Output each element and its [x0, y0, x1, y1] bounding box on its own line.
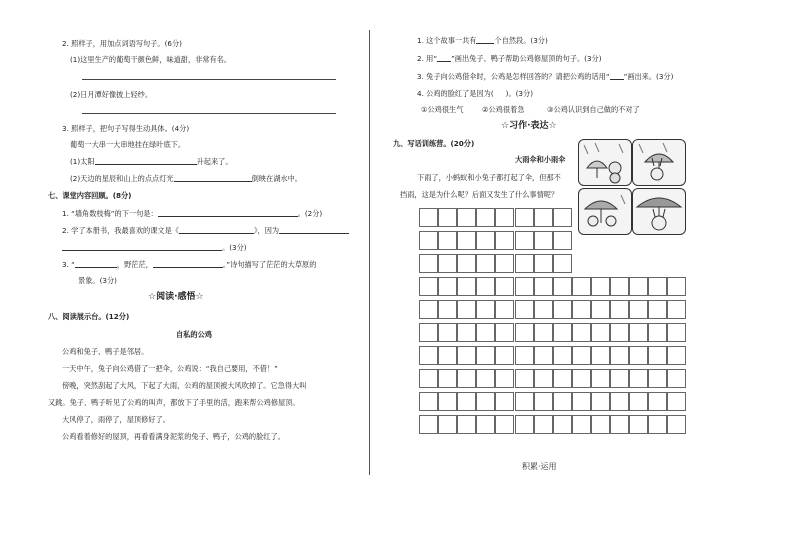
grid-cell[interactable] — [457, 231, 476, 250]
story-title: 自私的公鸡 — [176, 330, 212, 339]
s7-item-3-end: 。”诗句描写了茫茫的大草原的 — [222, 259, 317, 269]
story-paragraph-4: 大风停了，雨停了，屋顶修好了。 — [62, 415, 170, 424]
r4-end: )。(3分) — [505, 89, 534, 98]
grid-cell[interactable] — [495, 392, 514, 411]
grid-cell[interactable] — [591, 415, 610, 434]
blank[interactable] — [95, 157, 197, 165]
grid-cell[interactable] — [495, 346, 514, 365]
grid-cell[interactable] — [572, 369, 591, 388]
grid-cell[interactable] — [457, 346, 476, 365]
grid-cell[interactable] — [667, 369, 686, 388]
r2-end: ”画出兔子、鸭子帮助公鸡修屋顶的句子。(3分) — [451, 53, 602, 63]
blank[interactable] — [610, 72, 624, 80]
grid-cell[interactable] — [648, 415, 667, 434]
q2-title: 2. 照样子，用加点词语写句子。(6分) — [62, 39, 182, 48]
grid-cell[interactable] — [495, 323, 514, 342]
grid-cell[interactable] — [553, 369, 572, 388]
rain-umbrella-picture — [579, 140, 631, 185]
prompt-title: 大雨伞和小雨伞 — [515, 155, 566, 164]
grid-cell[interactable] — [591, 323, 610, 342]
r1-start: 1. 这个故事一共有 — [417, 35, 477, 45]
rain-umbrella-picture — [633, 189, 685, 234]
grid-cell[interactable] — [534, 323, 553, 342]
blank[interactable] — [75, 260, 117, 268]
q3-item-2-end: 倒映在湖水中。 — [251, 173, 302, 183]
grid-cell[interactable] — [572, 392, 591, 411]
grid-cell[interactable] — [457, 277, 476, 296]
grid-cell[interactable] — [648, 369, 667, 388]
grid-cell[interactable] — [438, 369, 457, 388]
grid-cell[interactable] — [476, 208, 495, 227]
r2-start: 2. 用“ — [417, 53, 438, 63]
s7-item-3-mid: ，野茫茫， — [116, 259, 153, 269]
rain-umbrella-picture — [633, 140, 685, 185]
comic-panel-1 — [578, 139, 632, 186]
q2-item-1: (1)这里生产的葡萄干颜色鲜，味道甜，非常有名。 — [70, 55, 232, 64]
grid-cell[interactable] — [534, 392, 553, 411]
comic-panel-3 — [578, 188, 632, 235]
grid-cell[interactable] — [457, 208, 476, 227]
grid-cell[interactable] — [438, 346, 457, 365]
grid-cell[interactable] — [629, 392, 648, 411]
section-7-title: 七、课堂内容回顾。(8分) — [48, 191, 132, 200]
grid-cell[interactable] — [515, 300, 534, 319]
grid-cell[interactable] — [553, 208, 572, 227]
grid-cell[interactable] — [495, 369, 514, 388]
grid-cell[interactable] — [648, 323, 667, 342]
section-8-title: 八、阅读展示台。(12分) — [48, 312, 130, 321]
grid-cell[interactable] — [515, 346, 534, 365]
answer-line[interactable] — [82, 113, 336, 114]
r3-end: ”画出来。(3分) — [623, 71, 674, 81]
comic-panel-4 — [632, 188, 686, 235]
grid-cell[interactable] — [419, 415, 438, 434]
grid-cell[interactable] — [553, 415, 572, 434]
grid-cell[interactable] — [572, 346, 591, 365]
grid-cell[interactable] — [438, 277, 457, 296]
grid-cell[interactable] — [572, 323, 591, 342]
blank[interactable] — [174, 174, 252, 182]
grid-cell[interactable] — [476, 392, 495, 411]
s7-item-2-cont — [62, 243, 247, 251]
r3-start: 3. 兔子向公鸡借伞时，公鸡是怎样回答的？请把公鸡的话用“ — [417, 71, 610, 81]
grid-cell[interactable] — [495, 208, 514, 227]
grid-cell[interactable] — [419, 208, 438, 227]
story-paragraph-5: 公鸡看着修好的屋顶，再看看满身泥浆的兔子、鸭子，公鸡的脸红了。 — [62, 432, 285, 441]
grid-cell[interactable] — [534, 277, 553, 296]
prompt-line-1: 下雨了，小蚂蚁和小兔子都打起了伞，但那不 — [417, 173, 561, 182]
grid-cell[interactable] — [610, 392, 629, 411]
r4-option-1[interactable]: ①公鸡很生气 — [421, 105, 464, 114]
grid-cell[interactable] — [629, 300, 648, 319]
grid-cell[interactable] — [553, 254, 572, 273]
comic-panel-2 — [632, 139, 686, 186]
grid-cell[interactable] — [495, 415, 514, 434]
s7-item-1 — [62, 209, 322, 217]
grid-cell[interactable] — [515, 254, 534, 273]
s7-item-2-start: 2. 学了本册书，我最喜欢的课文是《 — [62, 225, 179, 235]
grid-cell[interactable] — [667, 392, 686, 411]
r-question-2 — [417, 54, 602, 62]
grid-cell[interactable] — [476, 300, 495, 319]
prompt-line-2: 挡雨，这是为什么呢？后面又发生了什么事情呢？ — [400, 190, 559, 199]
grid-cell[interactable] — [610, 415, 629, 434]
grid-cell[interactable] — [572, 415, 591, 434]
grid-cell[interactable] — [610, 300, 629, 319]
q3-item-1 — [70, 157, 233, 165]
grid-cell[interactable] — [610, 323, 629, 342]
grid-cell[interactable] — [515, 231, 534, 250]
grid-cell[interactable] — [534, 415, 553, 434]
grid-cell[interactable] — [476, 369, 495, 388]
grid-cell[interactable] — [553, 231, 572, 250]
grid-cell[interactable] — [457, 415, 476, 434]
story-paragraph-3: 傍晚，突然刮起了大风，下起了大雨，公鸡的屋顶被大风吹掉了。它急得大叫 — [62, 381, 307, 390]
r4-option-3[interactable]: ③公鸡认识到自己做的不对了 — [547, 105, 640, 114]
grid-cell[interactable] — [591, 300, 610, 319]
blank[interactable] — [62, 243, 222, 251]
grid-cell[interactable] — [553, 392, 572, 411]
q3-example: 葡萄一大串一大串地挂在绿叶底下。 — [70, 140, 186, 149]
grid-cell[interactable] — [515, 392, 534, 411]
rain-umbrella-picture — [579, 189, 631, 234]
grid-cell[interactable] — [534, 300, 553, 319]
grid-cell[interactable] — [591, 369, 610, 388]
grid-cell[interactable] — [515, 323, 534, 342]
grid-cell[interactable] — [534, 369, 553, 388]
grid-cell[interactable] — [419, 300, 438, 319]
r-question-1 — [417, 36, 548, 44]
grid-cell[interactable] — [495, 300, 514, 319]
grid-cell[interactable] — [419, 277, 438, 296]
grid-cell[interactable] — [667, 277, 686, 296]
grid-cell[interactable] — [534, 208, 553, 227]
grid-cell[interactable] — [629, 415, 648, 434]
grid-cell[interactable] — [438, 254, 457, 273]
grid-cell[interactable] — [457, 300, 476, 319]
grid-cell[interactable] — [591, 346, 610, 365]
column-divider — [369, 30, 370, 475]
grid-cell[interactable] — [476, 277, 495, 296]
grid-cell[interactable] — [534, 254, 553, 273]
grid-cell[interactable] — [438, 323, 457, 342]
grid-cell[interactable] — [667, 323, 686, 342]
grid-cell[interactable] — [515, 277, 534, 296]
grid-cell[interactable] — [629, 369, 648, 388]
story-paragraph-3-cont: 又跳。兔子、鸭子听见了公鸡的叫声，都放下了手里的活，跑来帮公鸡修屋顶。 — [48, 398, 300, 407]
grid-cell[interactable] — [457, 369, 476, 388]
s7-item-2 — [62, 226, 349, 234]
grid-cell[interactable] — [629, 277, 648, 296]
grid-cell[interactable] — [438, 208, 457, 227]
grid-cell[interactable] — [419, 323, 438, 342]
grid-cell[interactable] — [438, 415, 457, 434]
writing-banner: ☆习作·表达☆ — [501, 121, 557, 131]
grid-cell[interactable] — [438, 231, 457, 250]
grid-cell[interactable] — [553, 323, 572, 342]
grid-cell[interactable] — [476, 231, 495, 250]
grid-cell[interactable] — [667, 415, 686, 434]
q3-item-1-start: (1)太阳 — [70, 156, 95, 166]
grid-cell[interactable] — [648, 300, 667, 319]
story-paragraph-2: 一天中午，兔子向公鸡借了一把伞，公鸡说：“我自己要用，不借！” — [62, 364, 278, 373]
grid-cell[interactable] — [515, 369, 534, 388]
q3-item-1-end: 升起来了。 — [196, 156, 233, 166]
grid-cell[interactable] — [457, 254, 476, 273]
blank[interactable] — [476, 36, 494, 44]
grid-cell[interactable] — [438, 392, 457, 411]
blank[interactable] — [279, 226, 349, 234]
grid-cell[interactable] — [610, 369, 629, 388]
grid-cell[interactable] — [572, 277, 591, 296]
grid-cell[interactable] — [591, 392, 610, 411]
reading-banner: ☆阅读·感悟☆ — [148, 292, 204, 302]
grid-cell[interactable] — [495, 277, 514, 296]
grid-cell[interactable] — [457, 392, 476, 411]
grid-cell[interactable] — [495, 231, 514, 250]
grid-cell[interactable] — [476, 254, 495, 273]
section-9-title: 九、写话训练营。(20分) — [393, 139, 475, 148]
r4-option-2[interactable]: ②公鸡很着急 — [482, 105, 525, 114]
grid-cell[interactable] — [591, 277, 610, 296]
blank[interactable] — [153, 260, 223, 268]
r-question-3 — [417, 72, 673, 80]
grid-cell[interactable] — [476, 346, 495, 365]
grid-cell[interactable] — [419, 369, 438, 388]
footer-label: 积累·运用 — [522, 462, 557, 471]
s7-item-1-start: 1. “墙角数枝梅”的下一句是： — [62, 208, 158, 218]
story-paragraph-1: 公鸡和兔子、鸭子是邻居。 — [62, 347, 149, 356]
r1-end: 个自然段。(3分) — [494, 35, 548, 45]
grid-cell[interactable] — [515, 208, 534, 227]
grid-cell[interactable] — [667, 346, 686, 365]
grid-cell[interactable] — [476, 323, 495, 342]
grid-cell[interactable] — [419, 346, 438, 365]
answer-line[interactable] — [82, 79, 336, 80]
q3-title: 3. 照样子，把句子写得生动具体。(4分) — [62, 124, 190, 133]
grid-cell[interactable] — [438, 300, 457, 319]
grid-cell[interactable] — [648, 392, 667, 411]
q2-item-2: (2)日月潭好像披上轻纱。 — [70, 90, 153, 99]
r4-start: 4. 公鸡的脸红了是因为( — [417, 89, 494, 98]
grid-cell[interactable] — [419, 254, 438, 273]
grid-cell[interactable] — [667, 300, 686, 319]
s7-item-2-end: 。(3分) — [222, 242, 247, 252]
grid-cell[interactable] — [648, 277, 667, 296]
grid-cell[interactable] — [553, 277, 572, 296]
grid-cell[interactable] — [534, 231, 553, 250]
grid-cell[interactable] — [419, 392, 438, 411]
grid-cell[interactable] — [553, 346, 572, 365]
blank[interactable] — [179, 226, 254, 234]
s7-item-3-cont: 景象。(3分) — [78, 276, 117, 285]
grid-cell[interactable] — [515, 415, 534, 434]
grid-cell[interactable] — [476, 415, 495, 434]
s7-item-3 — [62, 260, 316, 268]
grid-cell[interactable] — [534, 346, 553, 365]
blank[interactable] — [437, 54, 451, 62]
grid-cell[interactable] — [553, 300, 572, 319]
grid-cell[interactable] — [419, 231, 438, 250]
s7-item-2-mid: 》，因为 — [253, 225, 280, 235]
grid-cell[interactable] — [457, 323, 476, 342]
q3-item-2 — [70, 174, 302, 182]
grid-cell[interactable] — [610, 346, 629, 365]
grid-cell[interactable] — [648, 346, 667, 365]
grid-cell[interactable] — [610, 277, 629, 296]
grid-cell[interactable] — [629, 323, 648, 342]
q3-item-2-start: (2)天边的星辰和山上的点点灯光 — [70, 173, 174, 183]
grid-cell[interactable] — [572, 300, 591, 319]
s7-item-3-start: 3. “ — [62, 259, 75, 269]
r-question-4 — [417, 90, 533, 97]
s7-item-1-end: 。(2分) — [297, 208, 323, 218]
blank[interactable] — [158, 209, 298, 217]
grid-cell[interactable] — [495, 254, 514, 273]
grid-cell[interactable] — [629, 346, 648, 365]
